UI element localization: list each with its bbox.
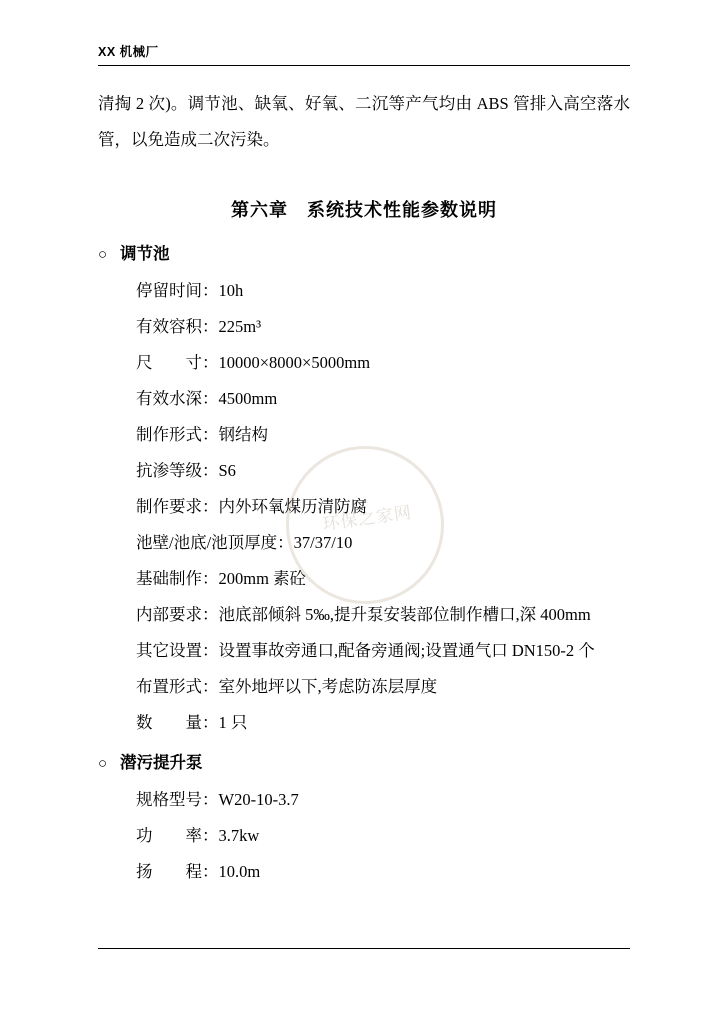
spec-value: 200mm 素砼 bbox=[218, 569, 307, 588]
spec-separator: ： bbox=[202, 713, 219, 732]
spec-separator: ： bbox=[202, 317, 219, 336]
spec-row bbox=[98, 525, 630, 561]
spec-list-submersible-pump bbox=[98, 782, 630, 890]
chapter-title: 第六章 系统技术性能参数说明 bbox=[231, 200, 497, 220]
spec-row bbox=[98, 633, 630, 669]
spec-row bbox=[98, 782, 630, 818]
spec-separator: ： bbox=[202, 862, 219, 881]
spec-separator: ： bbox=[202, 425, 219, 444]
spec-label: 有效水深 bbox=[136, 389, 202, 408]
spec-separator: ： bbox=[202, 461, 219, 480]
spec-value: 内外环氧煤历清防腐 bbox=[218, 497, 367, 516]
header-company-name: XX 机械厂 bbox=[98, 45, 159, 59]
spec-value: 室外地坪以下,考虑防冻层厚度 bbox=[218, 677, 438, 696]
spec-row bbox=[98, 705, 630, 741]
spec-separator: ： bbox=[202, 641, 219, 660]
spec-value: 池底部倾斜 5‰,提升泵安装部位制作槽口,深 400mm bbox=[218, 605, 591, 624]
spec-label: 尺 寸 bbox=[136, 353, 202, 372]
spec-row bbox=[98, 597, 630, 633]
spec-value: 37/37/10 bbox=[293, 533, 353, 552]
bullet-circle-icon: ○ bbox=[98, 756, 108, 772]
spec-separator: ： bbox=[202, 790, 219, 809]
section-title-text: 调节池 bbox=[120, 244, 170, 263]
spec-label: 制作要求 bbox=[136, 497, 202, 516]
spec-separator: ： bbox=[202, 497, 219, 516]
spec-label: 基础制作 bbox=[136, 569, 202, 588]
spec-separator: ： bbox=[277, 533, 294, 552]
spec-value: 10h bbox=[218, 281, 244, 300]
spec-row bbox=[98, 381, 630, 417]
spec-row bbox=[98, 854, 630, 890]
bullet-circle-icon: ○ bbox=[98, 247, 108, 263]
spec-row bbox=[98, 561, 630, 597]
spec-label: 其它设置 bbox=[136, 641, 202, 660]
spec-separator: ： bbox=[202, 389, 219, 408]
spec-label: 停留时间 bbox=[136, 281, 202, 300]
spec-value: 钢结构 bbox=[218, 425, 268, 444]
spec-separator: ： bbox=[202, 353, 219, 372]
spec-separator: ： bbox=[202, 569, 219, 588]
spec-label: 抗渗等级 bbox=[136, 461, 202, 480]
spec-label: 内部要求 bbox=[136, 605, 202, 624]
spec-label: 布置形式 bbox=[136, 677, 202, 696]
spec-row bbox=[98, 818, 630, 854]
spec-separator: ： bbox=[202, 605, 219, 624]
spec-value: 10000×8000×5000mm bbox=[218, 353, 371, 372]
spec-list-adjustment-tank bbox=[98, 273, 630, 741]
section-title-text: 潜污提升泵 bbox=[120, 753, 203, 772]
spec-separator: ： bbox=[202, 826, 219, 845]
spec-label: 池壁/池底/池顶厚度 bbox=[136, 533, 278, 552]
spec-value: 3.7kw bbox=[218, 826, 260, 845]
footer-divider bbox=[98, 948, 630, 949]
spec-label: 制作形式 bbox=[136, 425, 202, 444]
spec-label: 扬 程 bbox=[136, 862, 202, 881]
spec-label: 规格型号 bbox=[136, 790, 202, 809]
spec-row bbox=[98, 489, 630, 525]
spec-row bbox=[98, 309, 630, 345]
page-header bbox=[98, 42, 630, 66]
spec-separator: ： bbox=[202, 677, 219, 696]
spec-value: 设置事故旁通口,配备旁通阀;设置通气口 DN150-2 个 bbox=[218, 641, 595, 660]
spec-row bbox=[98, 417, 630, 453]
spec-label: 功 率 bbox=[136, 826, 202, 845]
intro-paragraph: 清掏 2 次)。调节池、缺氧、好氧、二沉等产气均由 ABS 管排入高空落水管，以免造成二次污染。 bbox=[98, 94, 630, 149]
section-heading-adjustment-tank bbox=[98, 236, 630, 273]
spec-row bbox=[98, 345, 630, 381]
spec-label: 有效容积 bbox=[136, 317, 202, 336]
watermark-text: 环保之家网 bbox=[321, 502, 414, 535]
spec-separator: ： bbox=[202, 281, 219, 300]
spec-value: S6 bbox=[218, 461, 236, 480]
spec-row bbox=[98, 669, 630, 705]
spec-row bbox=[98, 453, 630, 489]
spec-label: 数 量 bbox=[136, 713, 202, 732]
spec-value: W20-10-3.7 bbox=[218, 790, 299, 809]
section-heading-submersible-pump bbox=[98, 745, 630, 782]
spec-value: 225m³ bbox=[218, 317, 262, 336]
page-content bbox=[98, 42, 630, 890]
spec-value: 1 只 bbox=[218, 713, 248, 732]
spec-value: 10.0m bbox=[218, 862, 261, 881]
spec-value: 4500mm bbox=[218, 389, 278, 408]
document-body bbox=[98, 86, 630, 890]
spec-row bbox=[98, 273, 630, 309]
